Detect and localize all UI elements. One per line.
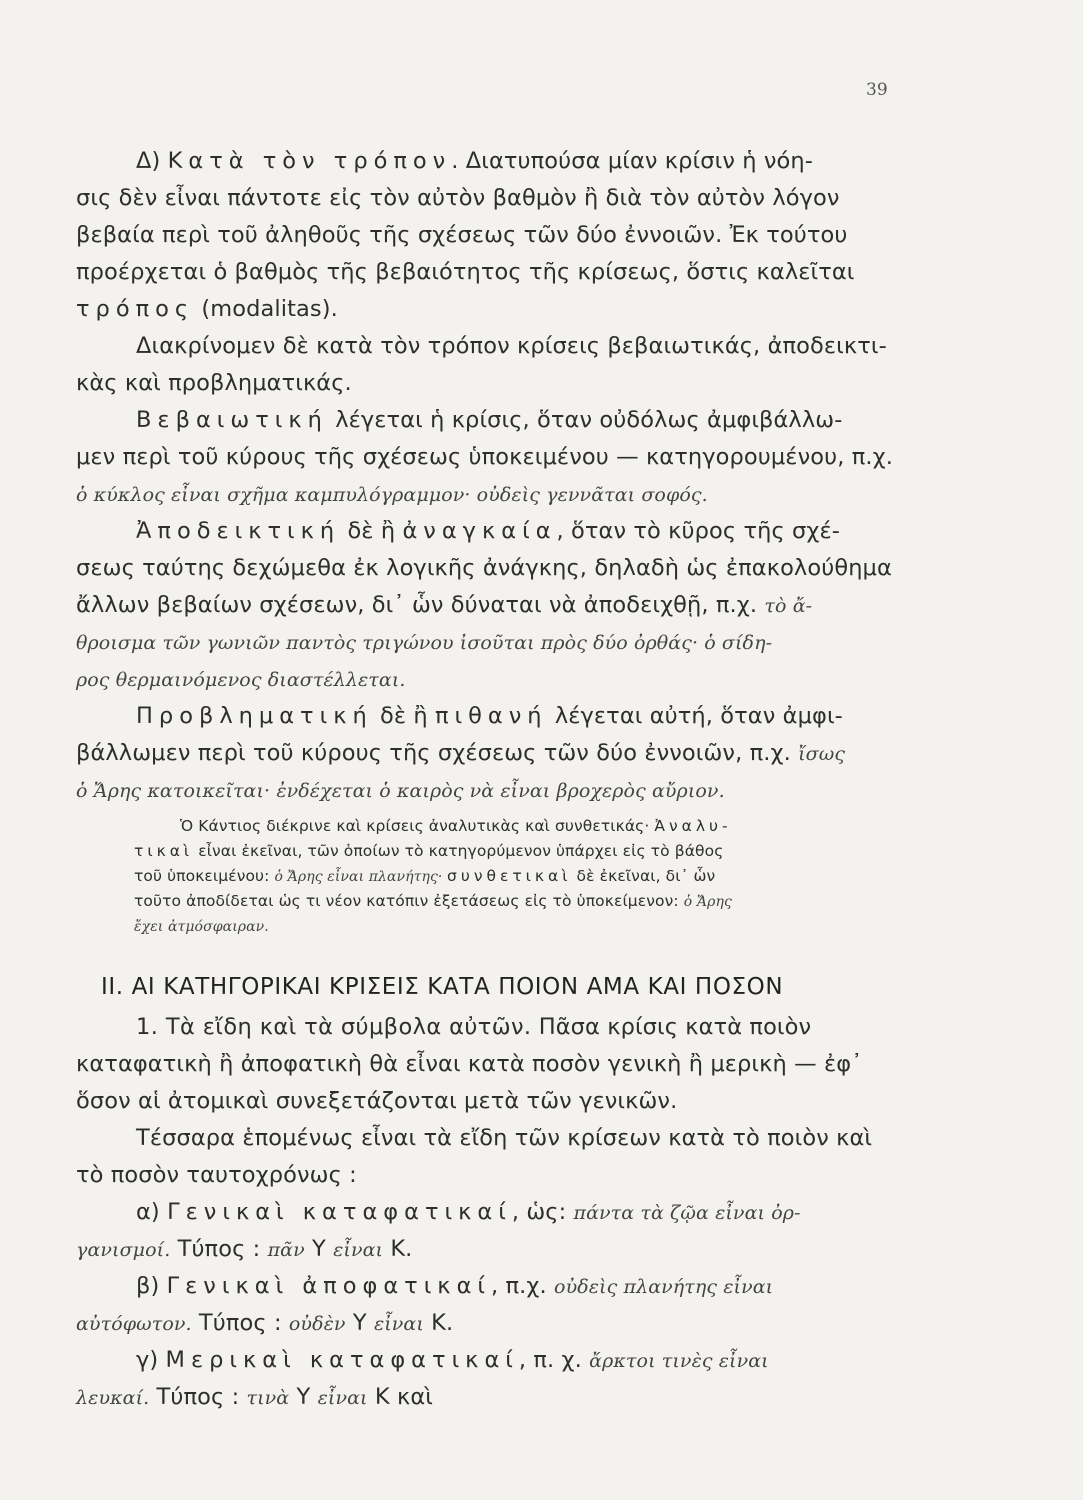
text-run: λέγεται αὐτή, ὅταν ἀμφι- (547, 703, 843, 729)
text-line: σις δὲν εἶναι πάντοτε εἰς τὸν αὐτὸν βαθμὸν ἢ διὰ τὸν αὐτὸν λόγον (76, 185, 840, 211)
text-line: Τέσσαρα ἑπομένως εἶναι τὰ εἴδη τῶν κρίσεων κατὰ τὸ ποιὸν καὶ (136, 1125, 873, 1151)
example-italic: ὁ Ἄρης κατοικεῖται· ἐνδέχεται ὁ καιρὸς νὰ εἶναι βροχερὸς αὔριον. (76, 780, 725, 802)
text-run: δὲ ἐκεῖναι, δι᾽ ὧν (571, 867, 716, 885)
list-item-cont (76, 1231, 911, 1268)
text-run: (modalitas). (194, 296, 338, 322)
spaced-term: τικαὶ (134, 842, 194, 860)
text-run: ἄλλων βεβαίων σχέσεων, δι᾽ ὧν δύναται νὰ ἀποδειχθῇ, π.χ. (76, 592, 765, 618)
example-italic: λευκαί. (76, 1387, 150, 1409)
page-body (76, 143, 911, 1416)
formula-predicate: Κ. (383, 1236, 413, 1262)
formula-predicate: Κ. (423, 1310, 454, 1336)
spaced-term: πιθανή (434, 703, 548, 729)
formula-quantifier: πᾶν (267, 1239, 305, 1261)
example-italic: ἴσως (798, 743, 846, 765)
formula-subject: Υ (289, 1384, 318, 1410)
text-line: προέρχεται ὁ βαθμὸς τῆς βεβαιότητος τῆς κρίσεως, ὅστις καλεῖται (76, 259, 855, 285)
formula-copula: εἶναι (333, 1239, 384, 1261)
text-run: βάλλωμεν περὶ τοῦ κύρους τῆς σχέσεως τῶν δύο ἐννοιῶν, π.χ. (76, 740, 799, 766)
spaced-term: Προβληματική (136, 703, 373, 729)
spaced-term: τρόπος (76, 296, 195, 322)
text-run: Πᾶσα κρίσις κατὰ ποιὸν (531, 1014, 812, 1040)
list-item (76, 1342, 911, 1379)
formula-label: Τύπος : (149, 1384, 247, 1410)
text-line (76, 661, 911, 698)
text-line: βεβαία περὶ τοῦ ἀληθοῦς τῆς σχέσεως τῶν δύο ἐννοιῶν. Ἐκ τούτου (76, 222, 848, 248)
list-marker: β) (136, 1273, 167, 1299)
note-line (134, 889, 911, 914)
text-line (76, 698, 911, 735)
text-line: κὰς καὶ προβληματικάς. (76, 370, 352, 396)
text-line: σεως ταύτης δεχώμεθα ἐκ λογικῆς ἀνάγκης, δηλαδὴ ὡς ἐπακολούθημα (76, 555, 892, 581)
spaced-term: Ἀποδεικτική (136, 518, 341, 544)
text-line (76, 476, 911, 513)
spaced-term: Βεβαιωτική (136, 407, 328, 433)
note-line (134, 914, 911, 939)
spaced-term: ἀναγκαία (402, 518, 557, 544)
text-line: καταφατικὴ ἢ ἀποφατικὴ θὰ εἶναι κατὰ ποσὸν γενικὴ ἢ μερικὴ — ἐφ᾽ (76, 1051, 863, 1077)
text-line: μεν περὶ τοῦ κύρους τῆς σχέσεως ὑποκειμένου — κατηγορουμένου, π.χ. (76, 444, 893, 470)
text-line (76, 772, 911, 809)
list-item (76, 1268, 911, 1305)
example-italic: θροισμα τῶν γωνιῶν παντὸς τριγώνου ἰσοῦται πρὸς δύο ὀρθάς· ὁ σίδη- (76, 632, 773, 654)
formula-subject: Υ (304, 1236, 334, 1262)
spaced-term: Γενικαὶ ἀποφατικαί (166, 1273, 492, 1299)
text-run: Ὁ Κάντιος διέκρινε καὶ κρίσεις ἀναλυτικὰς καὶ συνθετικάς· (180, 817, 655, 835)
text-run: λέγεται ἡ κρίσις, ὅταν οὐδόλως ἀμφιβάλλω- (327, 407, 843, 433)
text-line (76, 291, 911, 328)
text-run: , ὡς: (511, 1199, 574, 1225)
text-run: , π.χ. (491, 1273, 555, 1299)
example-italic: οὐδεὶς πλανήτης εἶναι (554, 1276, 774, 1298)
spaced-term: Κατὰ τὸν τρόπον (167, 148, 452, 174)
list-marker: α) (136, 1199, 168, 1225)
text-run: τοῦτο ἀποδίδεται ὡς τι νέον κατόπιν ἐξετάσεως εἰς τὸ ὑποκείμενον: (134, 892, 684, 910)
example-italic: ὁ κύκλος εἶναι σχῆμα καμπυλόγραμμον· οὐδεὶς γεννᾶται σοφός. (76, 484, 708, 506)
text-line (76, 402, 911, 439)
text-run: τοῦ ὑποκειμένου: (134, 867, 275, 885)
formula-quantifier: οὐδὲν (288, 1313, 346, 1335)
example-italic: αὐτόφωτον. (76, 1313, 192, 1335)
text-run: δὲ ἢ (372, 703, 435, 729)
page-number: 39 (866, 80, 888, 100)
spaced-term: συνθετικαὶ (447, 867, 572, 885)
spaced-term: Μερικαὶ καταφατικαί (165, 1347, 519, 1373)
text-run: , ὅταν τὸ κῦρος τῆς σχέ- (556, 518, 840, 544)
example-italic: ρος θερμαινόμενος διαστέλλεται. (76, 669, 406, 691)
formula-subject: Υ (345, 1310, 374, 1336)
text-line (76, 513, 911, 550)
note-line (134, 864, 911, 889)
list-item-cont (76, 1379, 911, 1416)
text-line (76, 624, 911, 661)
formula-copula: εἶναι (373, 1313, 424, 1335)
spaced-term: Γενικαὶ καταφατικαί (167, 1199, 512, 1225)
example-italic: πάντα τὰ ζῷα εἶναι ὀρ- (573, 1202, 801, 1224)
section-heading: II. ΑΙ ΚΑΤΗΓΟΡΙΚΑΙ ΚΡΙΣΕΙΣ ΚΑΤΑ ΠΟΙΟΝ ΑΜΑ ΚΑΙ ΠΟΣΟΝ (101, 974, 784, 1000)
formula-label: Τύπος : (191, 1310, 289, 1336)
text-run: εἶναι ἐκεῖναι, τῶν ὁποίων τὸ κατηγορύμενον ὑπάρχει εἰς τὸ βάθος (193, 842, 724, 860)
text-line (76, 735, 911, 772)
text-run: , π. χ. (518, 1347, 590, 1373)
section-letter: Δ) (136, 148, 168, 174)
spaced-term: Ἀναλυ- (654, 817, 732, 835)
text-line (76, 143, 911, 180)
text-run: δὲ ἢ (340, 518, 403, 544)
list-item-cont (76, 1305, 911, 1342)
list-marker: γ) (136, 1347, 166, 1373)
kant-note (134, 814, 911, 939)
formula-predicate: Κ καὶ (367, 1384, 433, 1410)
text-line (76, 587, 911, 624)
text-run: . Διατυπούσα μίαν κρίσιν ἡ νόη- (451, 148, 813, 174)
example-italic: τὸ ἄ- (764, 595, 813, 617)
example-italic: ἄρκτοι τινὲς εἶναι (589, 1350, 769, 1372)
text-line: τὸ ποσὸν ταυτοχρόνως : (76, 1162, 357, 1188)
note-line (134, 839, 911, 864)
list-item (76, 1194, 911, 1231)
text-line: ὅσον αἱ ἀτομικαὶ συνεξετάζονται μετὰ τῶν γενικῶν. (76, 1088, 678, 1114)
formula-copula: εἶναι (317, 1387, 368, 1409)
example-italic: γανισμοί. (76, 1239, 171, 1261)
example-italic: ὁ Ἄρης εἶναι πλανήτης· (274, 869, 448, 885)
text-line (76, 1009, 911, 1046)
subsection-title: 1. Τὰ εἴδη καὶ τὰ σύμβολα αὐτῶν. (136, 1014, 532, 1040)
example-italic: ὁ Ἄρης (683, 894, 732, 910)
text-line: Διακρίνομεν δὲ κατὰ τὸν τρόπον κρίσεις βεβαιωτικάς, ἀποδεικτι- (136, 333, 887, 359)
formula-quantifier: τινὰ (246, 1387, 290, 1409)
note-line (134, 814, 911, 839)
formula-label: Τύπος : (170, 1236, 268, 1262)
example-italic: ἔχει ἀτμόσφαιραν. (134, 919, 269, 935)
